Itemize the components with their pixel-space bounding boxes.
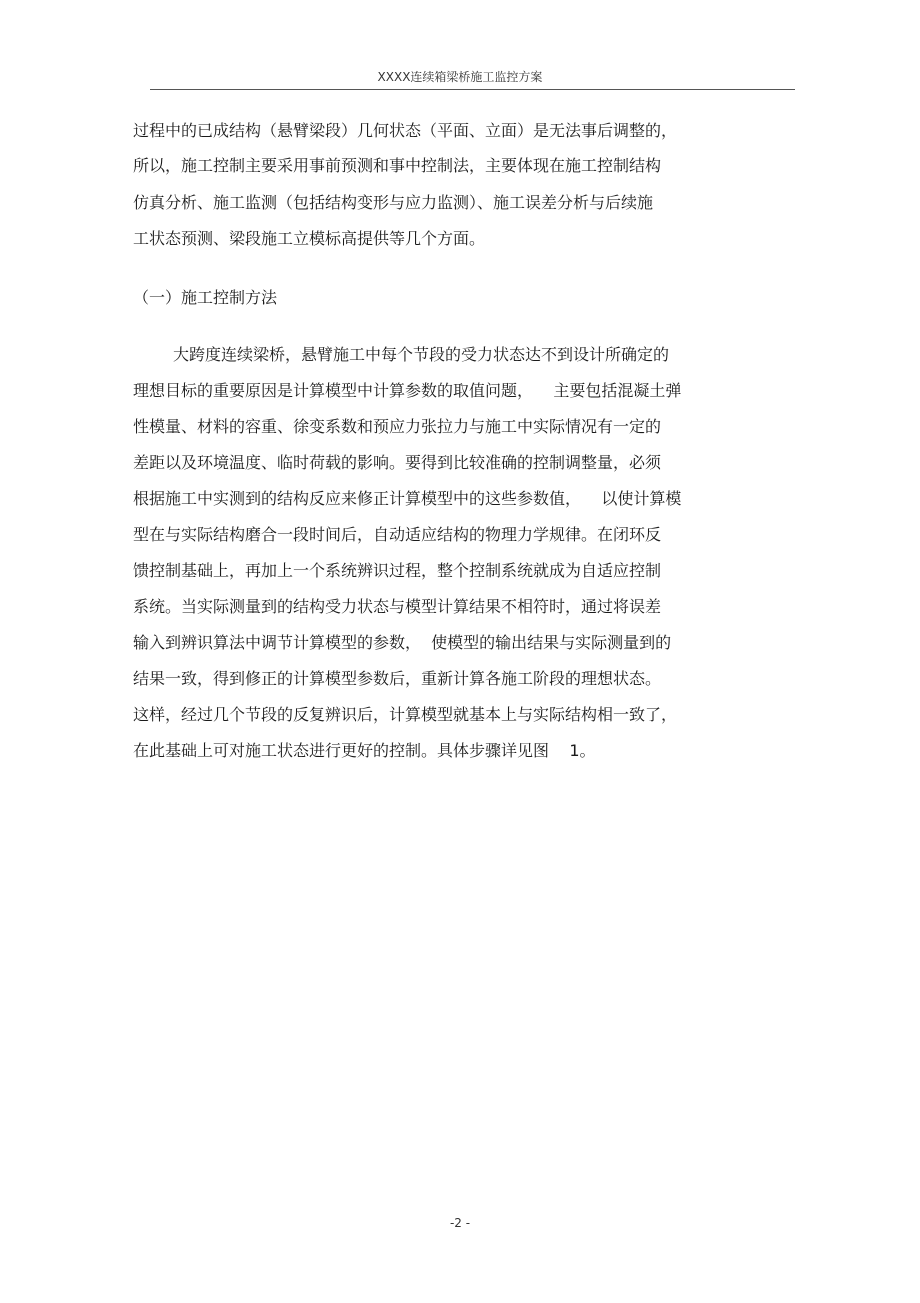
paragraph-2-line-5: 根据施工中实测到的结构反应来修正计算模型中的这些参数值， 以使计算模: [133, 489, 682, 508]
paragraph-1-line-1: 过程中的已成结构（悬臂梁段）几何状态（平面、立面）是无法事后调整的，: [133, 121, 678, 140]
running-header-title: XXXX连续箱梁桥施工监控方案: [377, 70, 543, 84]
paragraph-2-line-7: 馈控制基础上，再加上一个系统辨识过程，整个控制系统就成为自适应控制: [133, 561, 662, 580]
section-heading: （一）施工控制方法: [133, 288, 278, 307]
header-divider: [150, 89, 795, 90]
paragraph-2-line-3: 性模量、材料的容重、徐变系数和预应力张拉力与施工中实际情况有一定的: [133, 417, 662, 436]
paragraph-1-line-2: 所以，施工控制主要采用事前预测和事中控制法，主要体现在施工控制结构: [133, 156, 662, 175]
paragraph-2-line-10: 结果一致，得到修正的计算模型参数后，重新计算各施工阶段的理想状态。: [133, 669, 662, 688]
paragraph-2-line-11: 这样，经过几个节段的反复辨识后，计算模型就基本上与实际结构相一致了，: [133, 705, 678, 724]
paragraph-2-line-8: 系统。当实际测量到的结构受力状态与模型计算结果不相符时，通过将误差: [133, 597, 662, 616]
paragraph-2-line-4: 差距以及环境温度、临时荷载的影响。要得到比较准确的控制调整量，必须: [133, 453, 662, 472]
paragraph-1-line-3: 仿真分析、施工监测（包括结构变形与应力监测）、施工误差分析与后续施: [133, 193, 654, 212]
page-number: -2 -: [449, 1216, 471, 1230]
paragraph-2-line-12: 在此基础上可对施工状态进行更好的控制。具体步骤详见图 1。: [133, 741, 596, 760]
paragraph-2-line-6: 型在与实际结构磨合一段时间后，自动适应结构的物理力学规律。在闭环反: [133, 525, 662, 544]
paragraph-1-line-4: 工状态预测、梁段施工立模标高提供等几个方面。: [133, 229, 486, 248]
paragraph-2-line-1: 大跨度连续梁桥，悬臂施工中每个节段的受力状态达不到设计所确定的: [173, 345, 670, 364]
paragraph-2-line-9: 输入到辨识算法中调节计算模型的参数， 使模型的输出结果与实际测量到的: [133, 633, 672, 652]
paragraph-2-line-2: 理想目标的重要原因是计算模型中计算参数的取值问题， 主要包括混凝土弹: [133, 381, 682, 400]
